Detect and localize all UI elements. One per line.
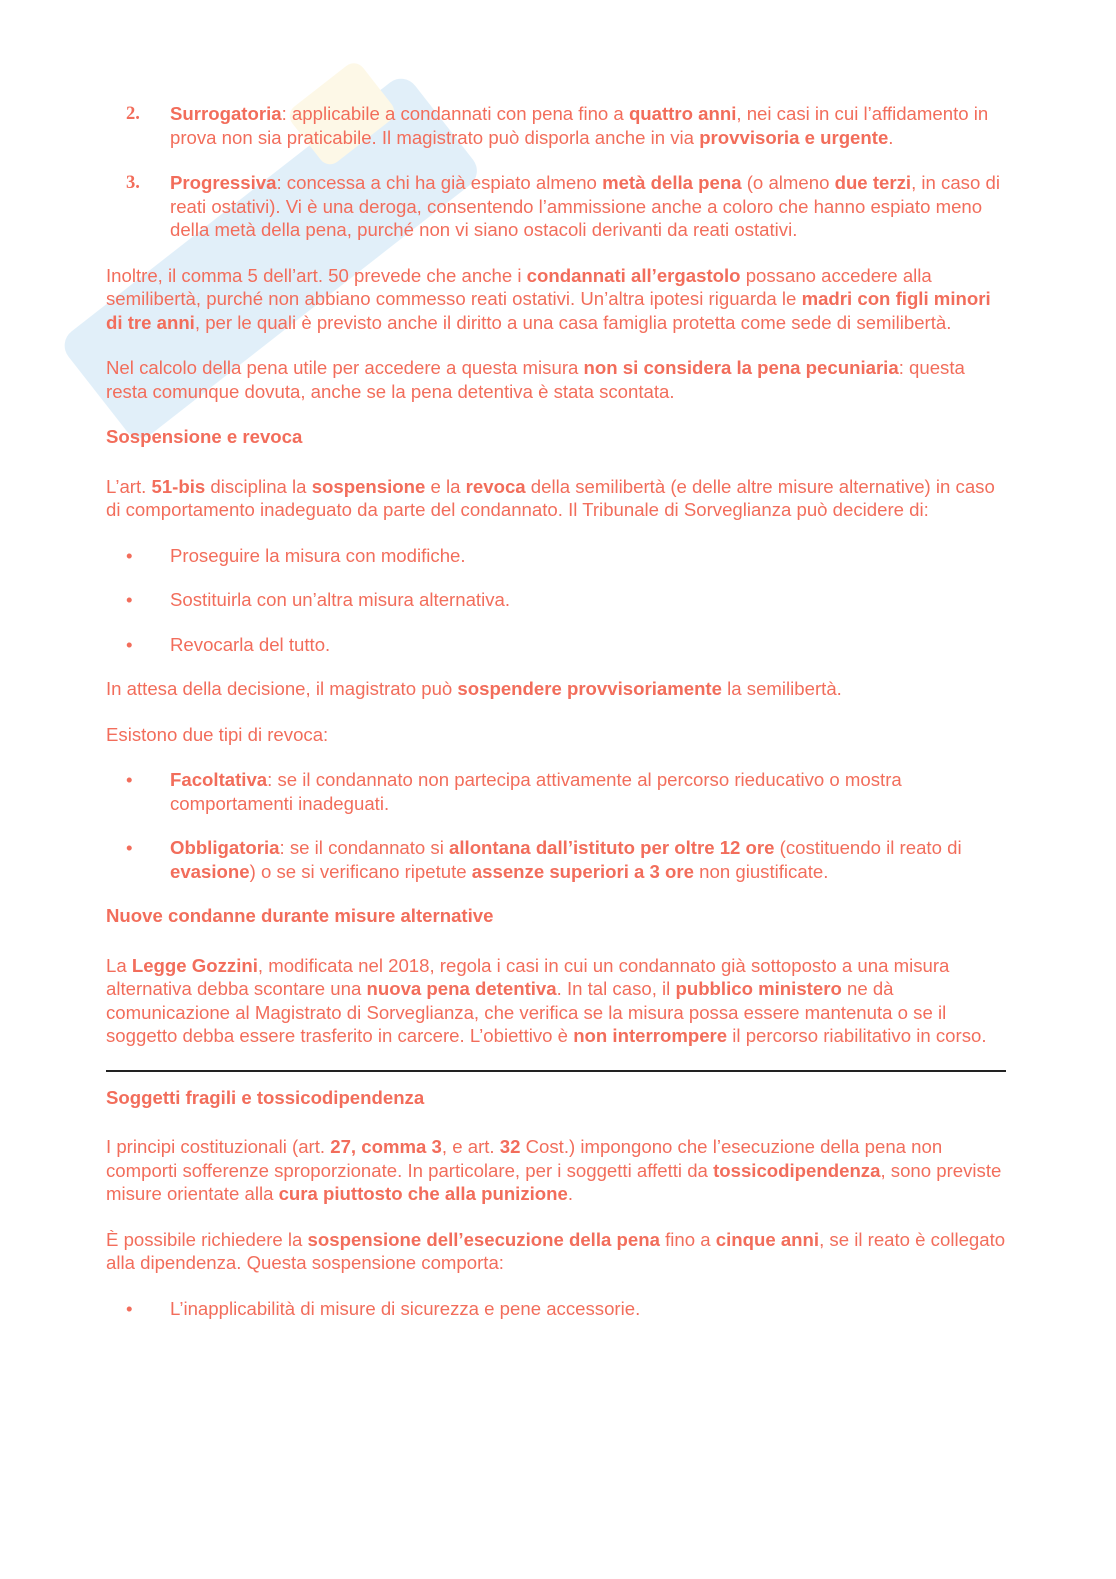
- text-run: della semilibertà (e delle altre misure alternative) in caso di comportamento inadeguato da parte del condannato. Il Tribunale di Sorveglianza può decidere di:: [106, 475, 995, 520]
- bold-text: madri con figli minori di tre anni: [106, 288, 991, 333]
- paragraph-tipi-revoca: [106, 723, 1010, 747]
- bold-text: provvisoria e urgente: [699, 126, 889, 148]
- bullet-icon: •: [126, 1297, 133, 1319]
- bold-text: sospensione dell’esecuzione della pena: [307, 1228, 660, 1250]
- paragraph-legge-gozzini: [106, 954, 1010, 1048]
- text-run: . In tal caso, il: [556, 978, 676, 999]
- bullet-list-revoca: [106, 768, 1010, 883]
- bold-text: sospensione: [311, 475, 426, 497]
- text-run: la semilibertà.: [721, 678, 842, 699]
- bold-text: allontana dall’istituto per oltre 12 ore: [449, 837, 775, 858]
- list-item: [106, 1297, 1010, 1321]
- text-run: L’art.: [106, 475, 152, 497]
- text-run: : se il condannato si: [279, 837, 450, 858]
- text-run: La: [106, 954, 132, 976]
- bold-text: condannati all’ergastolo: [526, 264, 741, 286]
- list-item-text: [170, 768, 1010, 815]
- paragraph-sospensione-esecuzione: [106, 1228, 1010, 1275]
- list-item: [106, 836, 1010, 883]
- bold-text: non interrompere: [573, 1025, 728, 1046]
- bold-text: cura piuttosto che alla punizione: [278, 1183, 568, 1204]
- text-run: , sono previste misure orientate alla: [106, 1159, 1002, 1204]
- text-run: : applicabile a condannati con pena fino a: [281, 103, 629, 124]
- bullet-list-sospensione: [106, 1297, 1010, 1321]
- list-item-text: [170, 633, 1010, 657]
- bold-text: Surrogatoria: [170, 103, 282, 124]
- text-run: , se il reato è collegato alla dipendenza. Questa sospensione comporta:: [106, 1228, 1006, 1273]
- bold-text: 51-bis: [151, 475, 206, 497]
- bold-text: Facoltativa: [170, 769, 268, 790]
- text-run: Revocarla del tutto.: [170, 633, 331, 655]
- text-run: fino a: [659, 1228, 716, 1250]
- paragraph-51-bis: [106, 475, 1010, 522]
- bullet-icon: •: [126, 633, 133, 655]
- bold-text: tossicodipendenza: [713, 1159, 881, 1181]
- bold-text: quattro anni: [628, 103, 737, 124]
- text-run: disciplina la: [205, 475, 312, 497]
- text-run: : se il condannato non partecipa attivamente al percorso rieducativo o mostra comportamenti inadeguati.: [170, 769, 902, 814]
- bold-text: cinque anni: [715, 1228, 820, 1250]
- horizontal-divider: [106, 1070, 1006, 1072]
- bold-text: metà della pena: [602, 172, 742, 193]
- paragraph-principi: [106, 1135, 1010, 1206]
- numbered-list: [106, 102, 1010, 242]
- list-item-text: [170, 1297, 1010, 1321]
- bullet-icon: •: [126, 769, 133, 790]
- text-run: ne dà comunicazione al Magistrato di Sorveglianza, che verifica se la misura possa essere mantenuta o se il soggetto debba essere trasferito in carcere. L’obiettivo è: [106, 978, 947, 1046]
- section-heading-sospensione: Sospensione e revoca: [106, 426, 303, 447]
- list-item-text: [170, 588, 1010, 612]
- text-run: , e art.: [441, 1136, 500, 1157]
- section-heading-soggetti-fragili: Soggetti fragili e tossicodipendenza: [106, 1086, 425, 1108]
- section-heading-nuove-condanne: Nuove condanne durante misure alternative: [106, 905, 494, 926]
- bullet-list-decisioni: [106, 544, 1010, 657]
- bold-text: due terzi: [834, 172, 912, 193]
- bullet-icon: •: [126, 589, 133, 610]
- bold-text: assenze superiori a 3 ore: [471, 860, 694, 882]
- text-run: , per le quali è previsto anche il diritto a una casa famiglia protetta come sede di semilibertà.: [194, 311, 952, 333]
- bold-text: 32: [499, 1136, 521, 1157]
- list-item-text: [170, 102, 1010, 149]
- text-run: , nei casi in cui l’affidamento in prova non sia praticabile. Il magistrato può disporla anche in via: [170, 103, 989, 148]
- list-item-text: [170, 171, 1010, 242]
- bold-text: non si considera la pena pecuniaria: [583, 357, 899, 378]
- text-run: : concessa a chi ha già espiato almeno: [276, 172, 603, 193]
- text-run: (costituendo il reato di: [774, 837, 962, 858]
- bold-text: 27, comma 3: [330, 1136, 442, 1157]
- text-run: possano accedere alla semilibertà, purché non abbiano commesso reati ostativi. Un’altra ipotesi riguarda le: [106, 264, 932, 309]
- text-run: Sostituirla con un’altra misura alternativa.: [170, 589, 511, 610]
- text-run: ) o se si verificano ripetute: [249, 860, 472, 882]
- bold-text: evasione: [170, 860, 250, 882]
- text-run: L’inapplicabilità di misure di sicurezza e pene accessorie.: [170, 1297, 641, 1319]
- paragraph-attesa: [106, 677, 1010, 701]
- bullet-icon: •: [126, 544, 133, 566]
- list-item: [106, 633, 1010, 657]
- list-item: [106, 171, 1010, 242]
- bold-text: nuova pena detentiva: [366, 978, 557, 999]
- text-run: non giustificate.: [694, 860, 829, 882]
- text-run: il percorso riabilitativo in corso.: [727, 1025, 987, 1046]
- text-run: , modificata nel 2018, regola i casi in cui un condannato già sottoposto a una misura alternativa debba scontare una: [106, 954, 950, 999]
- bold-text: revoca: [465, 475, 526, 497]
- bold-text: Progressiva: [170, 172, 277, 193]
- text-run: .: [888, 126, 894, 148]
- document-body: [106, 102, 1010, 1341]
- text-run: Nel calcolo della pena utile per accedere a questa misura: [106, 357, 584, 378]
- text-run: Inoltre, il comma 5 dell’art. 50 prevede che anche i: [106, 264, 527, 286]
- text-run: Cost.) impongono che l’esecuzione della pena non comporti sofferenze sproporzionate. In particolare, per i soggetti affetti da: [106, 1136, 943, 1181]
- text-run: Proseguire la misura con modifiche.: [170, 544, 466, 566]
- text-run: : questa resta comunque dovuta, anche se la pena detentiva è stata scontata.: [106, 357, 965, 402]
- text-run: In attesa della decisione, il magistrato può: [106, 678, 458, 699]
- paragraph-pena-pecuniaria: [106, 356, 1010, 403]
- bold-text: Legge Gozzini: [131, 954, 258, 976]
- list-number: 2.: [126, 103, 140, 124]
- list-item: [106, 544, 1010, 568]
- text-run: , in caso di reati ostativi). Vi è una deroga, consentendo l’ammissione anche a coloro che hanno espiato meno della metà della pena, purché non vi siano ostacoli derivanti da reati ostativi.: [170, 172, 1000, 240]
- list-number: 3.: [126, 172, 140, 193]
- list-item: [106, 102, 1010, 149]
- list-item-text: [170, 544, 1010, 568]
- bullet-icon: •: [126, 837, 133, 858]
- list-item-text: [170, 836, 1010, 883]
- text-run: I principi costituzionali (art.: [106, 1136, 331, 1157]
- list-item: [106, 588, 1010, 612]
- bold-text: pubblico ministero: [675, 978, 842, 999]
- text-run: (o almeno: [741, 172, 835, 193]
- text-run: .: [567, 1183, 574, 1204]
- text-run: Esistono due tipi di revoca:: [106, 723, 329, 745]
- list-item: [106, 768, 1010, 815]
- text-run: e la: [425, 475, 466, 497]
- text-run: È possibile richiedere la: [106, 1228, 308, 1250]
- bold-text: sospendere provvisoriamente: [457, 678, 722, 699]
- paragraph-ergastolo: [106, 264, 1010, 335]
- bold-text: Obbligatoria: [170, 837, 280, 858]
